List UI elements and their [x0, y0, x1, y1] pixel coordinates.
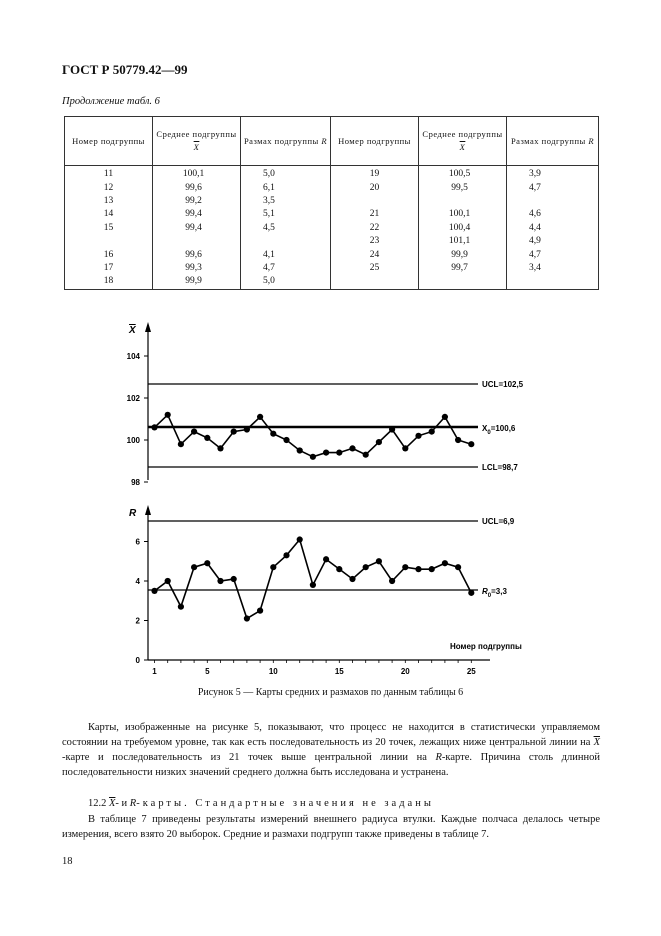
- table-cell: 99,2: [153, 195, 241, 208]
- table-cell: 99,9: [419, 248, 507, 261]
- paragraph-table7-intro: В таблице 7 приведены результаты измерений внешнего радиуса втулки. Каждые полчаса делалось четыре измерения, всего взято 20 выборок. Средние и размахи подгрупп также приведены в таблице 7.: [62, 814, 600, 840]
- table-cell: 101,1: [419, 235, 507, 248]
- xbar-point: [336, 450, 342, 456]
- col-header-range: Размах подгруппы R: [241, 117, 331, 166]
- figure-caption: Рисунок 5 — Карты средних и размахов по данным таблицы 6: [197, 687, 464, 698]
- table-cell: 15: [65, 222, 153, 235]
- range-y-tick-label: 0: [135, 656, 140, 665]
- xbar-point: [244, 426, 250, 432]
- table-cell: 99,9: [153, 275, 241, 289]
- range-point: [244, 615, 250, 621]
- xbar-point: [283, 437, 289, 443]
- table-cell: 19: [331, 166, 419, 182]
- range-y-tick-label: 2: [135, 616, 140, 626]
- table-cell: 24: [331, 248, 419, 261]
- range-point: [151, 588, 157, 594]
- range-point: [468, 590, 474, 596]
- table-cell: 99,4: [153, 208, 241, 221]
- table-cell: 4,5: [241, 222, 331, 235]
- table-cell: 22: [331, 222, 419, 235]
- table-cell: 5,0: [241, 166, 331, 182]
- table-cell: 4,6: [507, 208, 599, 221]
- xbar-point: [429, 429, 435, 435]
- table-cell: 100,1: [419, 208, 507, 221]
- xbar-point: [297, 447, 303, 453]
- table-cell: 4,9: [507, 235, 599, 248]
- range-x-tick-label: 5: [205, 667, 210, 676]
- document-header: ГОСТ Р 50779.42—99: [62, 62, 188, 77]
- table-cell: 4,7: [507, 181, 599, 194]
- xbar-point: [363, 452, 369, 458]
- xbar-point: [468, 441, 474, 447]
- xbar-point: [178, 441, 184, 447]
- table-cell: 99,5: [419, 181, 507, 194]
- range-point: [257, 608, 263, 614]
- range-point: [363, 564, 369, 570]
- range-point: [191, 564, 197, 570]
- range-point: [336, 566, 342, 572]
- range-point: [297, 536, 303, 542]
- xbar-lcl-label: LCL=98,7: [482, 463, 518, 472]
- range-point: [442, 560, 448, 566]
- range-point: [349, 576, 355, 582]
- table-cell: 13: [65, 195, 153, 208]
- xbar-point: [191, 429, 197, 435]
- table-cell: 16: [65, 248, 153, 261]
- table-cell: 20: [331, 181, 419, 194]
- range-point: [165, 578, 171, 584]
- table-cell: 25: [331, 262, 419, 275]
- table-cell: 5,0: [241, 275, 331, 289]
- xbar-point: [270, 431, 276, 437]
- range-point: [310, 582, 316, 588]
- table-cell: 99,3: [153, 262, 241, 275]
- xbar-y-tick-label: 98: [131, 478, 140, 487]
- table-continuation-label: Продолжение табл. 6: [62, 96, 160, 107]
- xbar-point: [165, 412, 171, 418]
- range-point: [455, 564, 461, 570]
- col-header-mean-2: Среднее подгруппы $\overline{X}$: [419, 117, 507, 166]
- col-header-num-2: Номер подгруппы: [331, 117, 419, 166]
- section-heading-12-2: 12.2 $\overline{X}-$ и R-карты. Стандартные значения не заданы: [88, 798, 434, 809]
- range-center-label: $R_0=3,3$: [482, 587, 507, 599]
- range-series-line: [155, 540, 472, 619]
- range-x-tick-label: 10: [268, 667, 278, 676]
- range-point: [204, 560, 210, 566]
- xbar-point: [415, 433, 421, 439]
- table-cell: 99,6: [153, 248, 241, 261]
- range-point: [402, 564, 408, 570]
- table-cell: 99,6: [153, 181, 241, 194]
- xbar-point: [349, 445, 355, 451]
- table-cell: 23: [331, 235, 419, 248]
- range-y-tick-label: 6: [135, 537, 140, 547]
- xbar-point: [402, 445, 408, 451]
- table-cell: 3,4: [507, 262, 599, 275]
- xbar-point: [310, 454, 316, 460]
- xbar-point: [231, 429, 237, 435]
- table-cell: 100,4: [419, 222, 507, 235]
- range-point: [323, 556, 329, 562]
- range-point: [217, 578, 223, 584]
- range-point: [429, 566, 435, 572]
- range-y-tick-label: 4: [135, 577, 140, 586]
- range-point: [376, 558, 382, 564]
- xbar-point: [151, 424, 157, 430]
- range-point: [178, 604, 184, 610]
- paragraph-conclusion: Карты, изображенные на рисунке 5, показывают, что процесс не находится в статистически управляемом состоянии на требуемом уровне, так как есть последовательность из 20 точек, лежащих ниже центральной линии на $\overline{X}$ -карте и последовательность из 21 точек выше центральной линии на R-карте. Причина столь длинной последовательности низких значений среднего должна быть исследована и устранена.: [62, 722, 600, 778]
- range-point: [389, 578, 395, 584]
- table-cell: 99,7: [419, 262, 507, 275]
- table-cell: 3,9: [507, 166, 599, 182]
- range-point: [283, 552, 289, 558]
- range-chart: [129, 505, 522, 676]
- range-x-tick-label: 15: [334, 667, 344, 676]
- range-x-tick-label: 1: [152, 667, 157, 676]
- xbar-point: [323, 450, 329, 456]
- xbar-ucl-label: UCL=102,5: [482, 380, 524, 389]
- table-cell: 17: [65, 262, 153, 275]
- range-x-tick-label: 25: [466, 667, 476, 676]
- range-ucl-label: UCL=6,9: [482, 517, 515, 526]
- table-cell: 100,1: [153, 166, 241, 182]
- table-cell: 14: [65, 208, 153, 221]
- range-axis-label: R: [129, 508, 137, 519]
- xbar-point: [204, 435, 210, 441]
- table-cell: 4,7: [507, 248, 599, 261]
- table-cell: 5,1: [241, 208, 331, 221]
- table-cell: 12: [65, 181, 153, 194]
- col-header-range-2: Размах подгруппы R: [507, 117, 599, 166]
- xbar-y-tick-label: 100: [126, 436, 140, 445]
- col-header-num: Номер подгруппы: [65, 117, 153, 166]
- table-cell: 99,4: [153, 222, 241, 235]
- xbar-point: [217, 445, 223, 451]
- range-x-tick-label: 20: [400, 667, 410, 676]
- table-cell: 4,7: [241, 262, 331, 275]
- range-point: [270, 564, 276, 570]
- xbar-point: [389, 426, 395, 432]
- xbar-center-label: $X_0=100,6$: [482, 424, 516, 436]
- xbar-chart: [127, 322, 524, 487]
- range-point: [415, 566, 421, 572]
- table-cell: 6,1: [241, 181, 331, 194]
- table-cell: 11: [65, 166, 153, 182]
- table-cell: 3,5: [241, 195, 331, 208]
- table-cell: 100,5: [419, 166, 507, 182]
- table-cell: 18: [65, 275, 153, 289]
- xbar-axis-label: X: [129, 325, 136, 336]
- page-number: 18: [62, 856, 73, 867]
- xbar-point: [442, 414, 448, 420]
- xbar-series-line: [155, 415, 472, 457]
- table-cell: 21: [331, 208, 419, 221]
- range-x-axis-label: Номер подгруппы: [450, 642, 522, 651]
- table-cell: 4,1: [241, 248, 331, 261]
- range-point: [231, 576, 237, 582]
- xbar-point: [257, 414, 263, 420]
- table-cell: 4,4: [507, 222, 599, 235]
- xbar-point: [455, 437, 461, 443]
- col-header-mean: Среднее подгруппы $\overline{X}$: [153, 117, 241, 166]
- xbar-y-tick-label: 102: [126, 394, 140, 403]
- xbar-point: [376, 439, 382, 445]
- xbar-y-tick-label: 104: [126, 352, 140, 361]
